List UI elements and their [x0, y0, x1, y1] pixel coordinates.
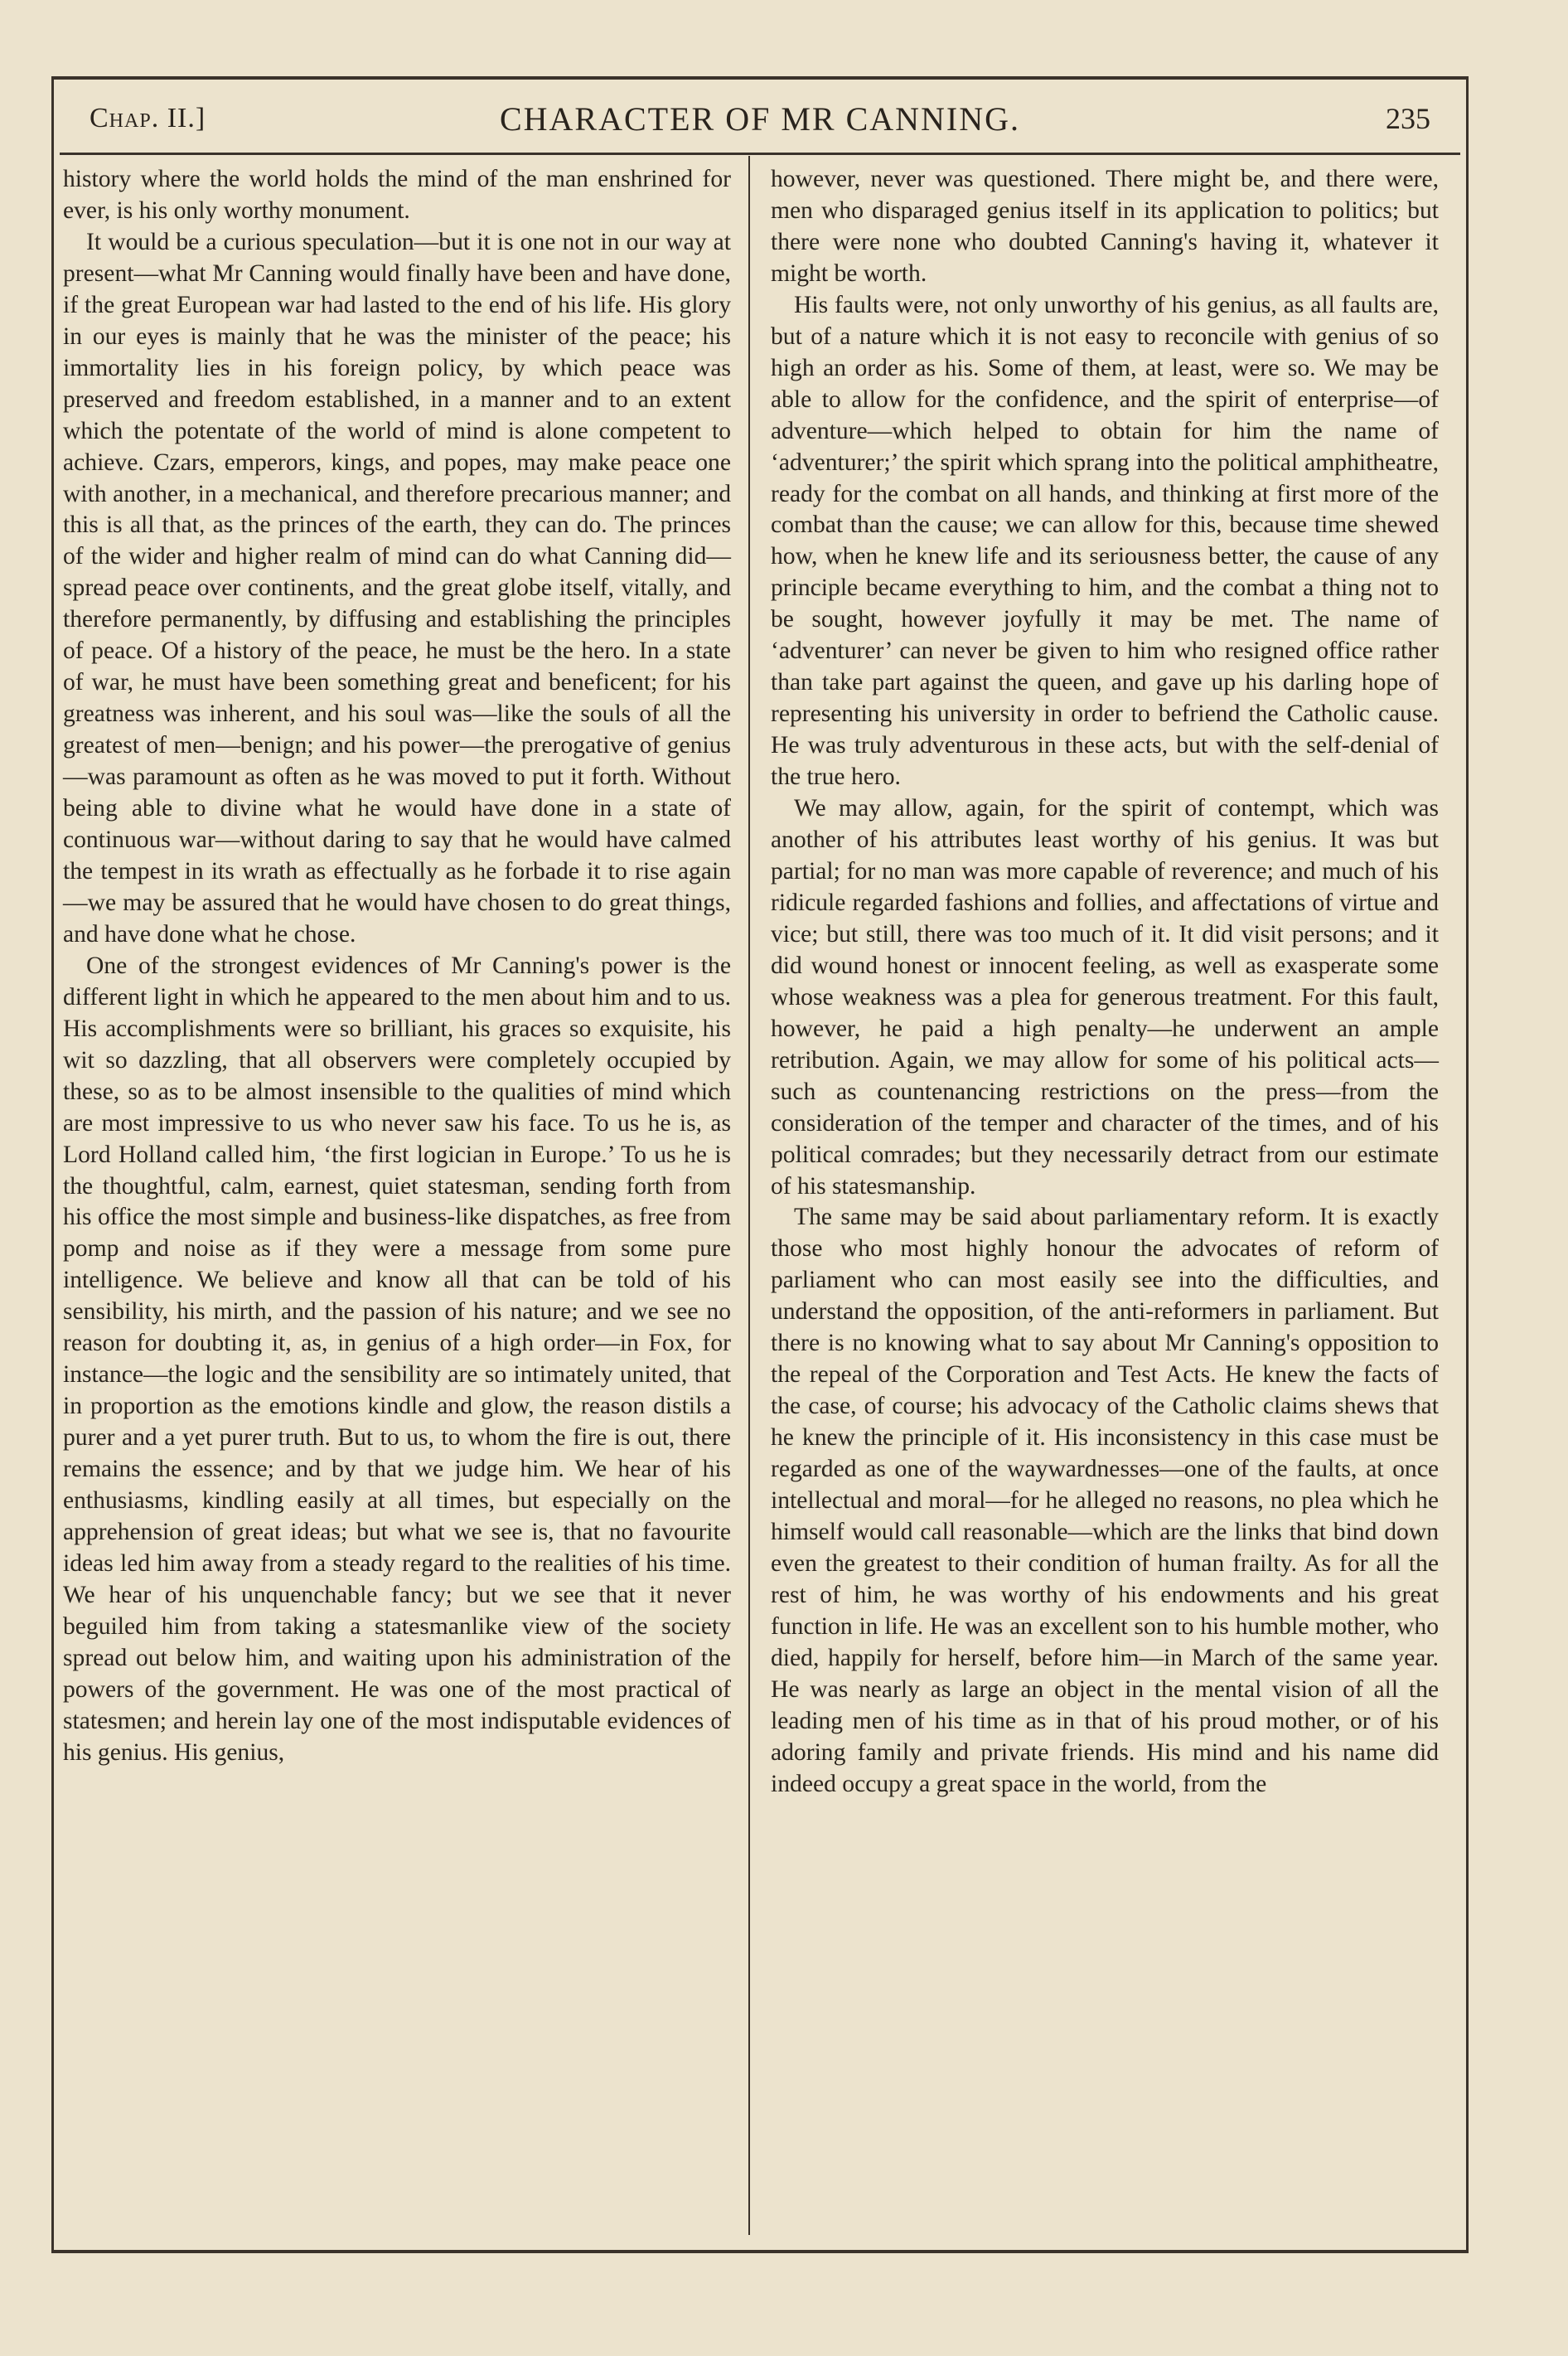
paragraph: however, never was questioned. There might be, and there were, men who disparaged genius itself in its application to politics; but there were none who doubted Canning's having it, whatever it might be worth.	[771, 166, 1439, 287]
paragraph: We may allow, again, for the spirit of contempt, which was another of his attributes least worthy of his genius. It was but partial; for no man was more capable of reverence; and much of his ridicule regarded fashions and follies, and affectations of virtue and vice; but still, there was too much of it. It did visit persons; and it did wound honest or innocent feeling, as well as exasperate some whose weakness was a plea for generous treatment. For this fault, however, he paid a high penalty—he underwent an ample retribution. Again, we may allow for some of his political acts—such as countenancing restrictions on the press—from the consideration of the temper and character of the times, and of his political comrades; but they necessarily detract from our estimate of his statesmanship.	[771, 795, 1439, 1200]
paragraph: history where the world holds the mind of the man enshrined for ever, is his only worthy monument.	[63, 166, 731, 224]
text-column-right	[771, 164, 1439, 1801]
paragraph: One of the strongest evidences of Mr Canning's power is the different light in which he appeared to the men about him and to us. His accomplishments were so brilliant, his graces so exquisite, his wit so dazzling, that all observers were completely occupied by these, so as to be almost insensible to the qualities of mind which are most impressive to us who never saw his face. To us he is, as Lord Holland called him, ‘the first logician in Europe.’ To us he is the thoughtful, calm, earnest, quiet statesman, sending forth from his office the most simple and business-like dispatches, as free from pomp and noise as if they were a message from some pure intelligence. We believe and know all that can be told of his sensibility, his mirth, and the passion of his nature; and we see no reason for doubting it, as, in genius of a high order—in Fox, for instance—the logic and the sensibility are so intimately united, that in proportion as the emotions kindle and glow, the reason distils a purer and a yet purer truth. But to us, to whom the fire is out, there remains the essence; and by that we judge him. We hear of his enthusiasms, kindling easily at all times, but especially on the apprehension of great ideas; but what we see is, that no favourite ideas led him away from a steady regard to the realities of his time. We hear of his unquenchable fancy; but we see that it never beguiled him from taking a statesmanlike view of the society spread out below him, and waiting upon his administration of the powers of the government. He was one of the most practical of statesmen; and herein lay one of the most indisputable evidences of his genius. His genius,	[63, 952, 731, 1766]
chapter-label: Chap. II.]	[90, 103, 206, 133]
paragraph: It would be a curious speculation—but it is one not in our way at present—what Mr Canning would finally have been and have done, if the great European war had lasted to the end of his life. His glory in our eyes is mainly that he was the minister of the peace; his immortality lies in his foreign policy, by which peace was preserved and freedom established, in a manner and to an extent which the potentate of the world of mind is alone competent to achieve. Czars, emperors, kings, and popes, may make peace one with another, in a mechanical, and therefore precarious manner; and this is all that, as the princes of the earth, they can do. The princes of the wider and higher realm of mind can do what Canning did—spread peace over continents, and the great globe itself, vitally, and therefore permanently, by diffusing and establishing the principles of peace. Of a history of the peace, he must be the hero. In a state of war, he must have been something great and beneficent; for his greatness was inherent, and his soul was—like the souls of all the greatest of men—benign; and his power—the prerogative of genius—was paramount as often as he was moved to put it forth. Without being able to divine what he would have done in a state of continuous war—without daring to say that he would have calmed the tempest in its wrath as effectually as he forbade it to rise again—we may be assured that he would have chosen to do great things, and have done what he chose.	[63, 228, 731, 948]
paragraph: His faults were, not only unworthy of his genius, as all faults are, but of a nature which it is not easy to reconcile with genius of so high an order as his. Some of them, at least, were so. We may be able to allow for the confidence, and the spirit of enterprise—of adventure—which helped to obtain for him the name of ‘adventurer;’ the spirit which sprang into the political amphitheatre, ready for the combat on all hands, and thinking at first more of the combat than the cause; we can allow for this, because time shewed how, when he knew life and its seriousness better, the cause of any principle became everything to him, and the combat a thing not to be sought, however joyfully it may be met. The name of ‘adventurer’ can never be given to him who resigned office rather than take part against the queen, and gave up his darling hope of representing his university in order to befriend the Catholic cause. He was truly adventurous in these acts, but with the self-denial of the true hero.	[771, 291, 1439, 791]
page-number: 235	[1386, 102, 1430, 135]
paragraph: The same may be said about parliamentary reform. It is exactly those who most highly honour the advocates of reform of parliament who can most easily see into the difficulties, and understand the opposition, of the anti-reformers in parliament. But there is no knowing what to say about Mr Canning's opposition to the repeal of the Corporation and Test Acts. He knew the facts of the case, of course; his advocacy of the Catholic claims shews that he knew the principle of it. His inconsistency in this case must be regarded as one of the waywardnesses—one of the faults, at once intellectual and moral—for he alleged no reasons, no plea which he himself would call reasonable—which are the links that bind down even the greatest to their condition of human frailty. As for all the rest of him, he was worthy of his endowments and his great function in life. He was an excellent son to his humble mother, who died, happily for herself, before him—in March of the same year. He was nearly as large an object in the mental vision of all the leading men of his time as in that of his proud mother, or of his adoring family and private friends. His mind and his name did indeed occupy a great space in the world, from the	[771, 1204, 1439, 1797]
page-title: CHARACTER OF MR CANNING.	[499, 100, 1021, 138]
column-divider	[748, 156, 750, 2235]
text-column-left	[63, 164, 731, 1769]
running-header	[60, 91, 1460, 155]
